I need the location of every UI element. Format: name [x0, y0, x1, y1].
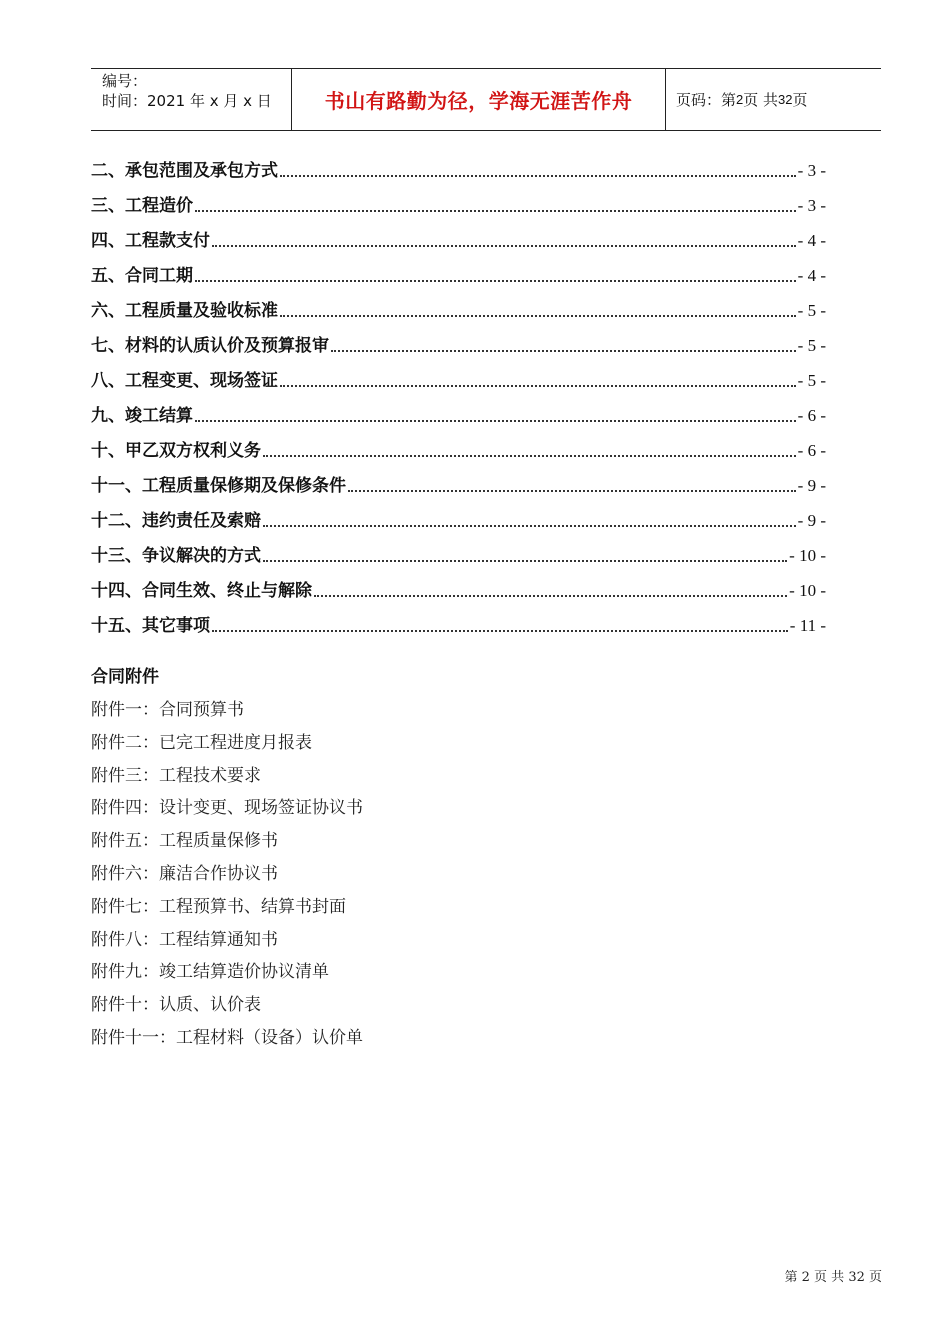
- toc-entry-title: 二、承包范围及承包方式: [91, 161, 278, 181]
- toc-entry[interactable]: [91, 498, 826, 533]
- appendix-item: 附件十：认质、认价表: [91, 995, 261, 1016]
- header-page-current: 2: [736, 92, 744, 107]
- appendix-item: 附件十一：工程材料（设备）认价单: [91, 1027, 363, 1048]
- header-meta: [91, 69, 292, 130]
- page-footer: 第 2 页 共 32 页: [784, 1270, 882, 1285]
- appendix-item: 附件六：廉洁合作协议书: [91, 863, 278, 884]
- toc-entry[interactable]: [91, 603, 826, 638]
- toc-entry-page: - 3 -: [797, 196, 826, 215]
- toc-entry[interactable]: [91, 568, 826, 603]
- toc-entry[interactable]: [91, 428, 826, 463]
- toc-leader-dots: [348, 490, 796, 492]
- toc-entry-page: - 10 -: [789, 546, 826, 565]
- toc-entry[interactable]: [91, 393, 826, 428]
- toc-entry-title: 六、工程质量及验收标准: [91, 301, 278, 321]
- toc-entry[interactable]: [91, 323, 826, 358]
- toc-entry[interactable]: [91, 533, 826, 568]
- toc-leader-dots: [212, 245, 796, 247]
- toc-leader-dots: [195, 420, 796, 422]
- toc-leader-dots: [195, 280, 796, 282]
- toc-entry-page: - 4 -: [797, 231, 826, 250]
- toc-entry-title: 四、工程款支付: [91, 231, 210, 251]
- toc-entry-page: - 3 -: [797, 161, 826, 180]
- appendix-item: 附件二：已完工程进度月报表: [91, 732, 312, 753]
- appendix-item: 附件三：工程技术要求: [91, 765, 261, 786]
- toc-entry[interactable]: [91, 218, 826, 253]
- toc-entry[interactable]: [91, 288, 826, 323]
- toc-entry-title: 十三、争议解决的方式: [91, 546, 261, 566]
- appendix-item: 附件四：设计变更、现场签证协议书: [91, 798, 363, 819]
- toc-leader-dots: [263, 455, 796, 457]
- toc-entry-title: 十一、工程质量保修期及保修条件: [91, 476, 346, 496]
- header-motto: 书山有路勤为径，学海无涯苦作舟: [292, 69, 666, 130]
- toc-entry-page: - 6 -: [797, 441, 826, 460]
- toc-leader-dots: [331, 350, 796, 352]
- toc-entry-title: 三、工程造价: [91, 196, 193, 216]
- toc-leader-dots: [263, 560, 787, 562]
- toc-entry-title: 十五、其它事项: [91, 616, 210, 636]
- appendix-item: 附件九：竣工结算造价协议清单: [91, 962, 329, 983]
- appendix-list: [91, 696, 363, 1057]
- toc-leader-dots: [314, 595, 787, 597]
- appendix-title: 合同附件: [91, 667, 159, 687]
- toc-entry[interactable]: [91, 183, 826, 218]
- appendix-item: 附件一：合同预算书: [91, 700, 244, 720]
- toc-leader-dots: [280, 315, 796, 317]
- appendix-section: [91, 663, 363, 1057]
- toc-entry[interactable]: [91, 148, 826, 183]
- table-of-contents: [91, 148, 826, 638]
- toc-leader-dots: [280, 385, 796, 387]
- appendix-item: 附件七：工程预算书、结算书封面: [91, 896, 346, 917]
- toc-leader-dots: [280, 175, 796, 177]
- appendix-item: 附件八：工程结算通知书: [91, 929, 278, 950]
- header-time-label: 时间：2021 年 x 月 x 日: [102, 92, 272, 110]
- toc-entry-title: 五、合同工期: [91, 266, 193, 286]
- toc-entry[interactable]: [91, 253, 826, 288]
- header-page-number: [666, 69, 881, 130]
- toc-entry-page: - 9 -: [797, 511, 826, 530]
- toc-entry-title: 十、甲乙双方权利义务: [91, 441, 261, 461]
- toc-entry-title: 九、竣工结算: [91, 406, 193, 426]
- toc-entry-page: - 11 -: [789, 616, 826, 635]
- toc-entry-title: 十四、合同生效、终止与解除: [91, 581, 312, 601]
- toc-entry-page: - 4 -: [797, 266, 826, 285]
- toc-entry-page: - 10 -: [789, 581, 826, 600]
- toc-leader-dots: [212, 630, 788, 632]
- header-page-suffix: 页: [792, 91, 808, 109]
- toc-entry-page: - 5 -: [797, 336, 826, 355]
- page-header: [91, 68, 881, 131]
- toc-entry-page: - 9 -: [797, 476, 826, 495]
- toc-entry-page: - 6 -: [797, 406, 826, 425]
- header-page-total: 32: [778, 92, 793, 107]
- header-page-prefix: 页码：第: [676, 91, 737, 109]
- toc-entry[interactable]: [91, 463, 826, 498]
- header-number-label: 编号：: [102, 72, 148, 90]
- toc-leader-dots: [263, 525, 796, 527]
- toc-entry-title: 八、工程变更、现场签证: [91, 371, 278, 391]
- header-page-mid: 页 共: [743, 91, 779, 109]
- toc-entry-page: - 5 -: [797, 301, 826, 320]
- toc-leader-dots: [195, 210, 796, 212]
- toc-entry-title: 十二、违约责任及索赔: [91, 511, 261, 531]
- toc-entry-page: - 5 -: [797, 371, 826, 390]
- toc-entry[interactable]: [91, 358, 826, 393]
- toc-entry-title: 七、材料的认质认价及预算报审: [91, 336, 329, 356]
- appendix-item: 附件五：工程质量保修书: [91, 831, 278, 852]
